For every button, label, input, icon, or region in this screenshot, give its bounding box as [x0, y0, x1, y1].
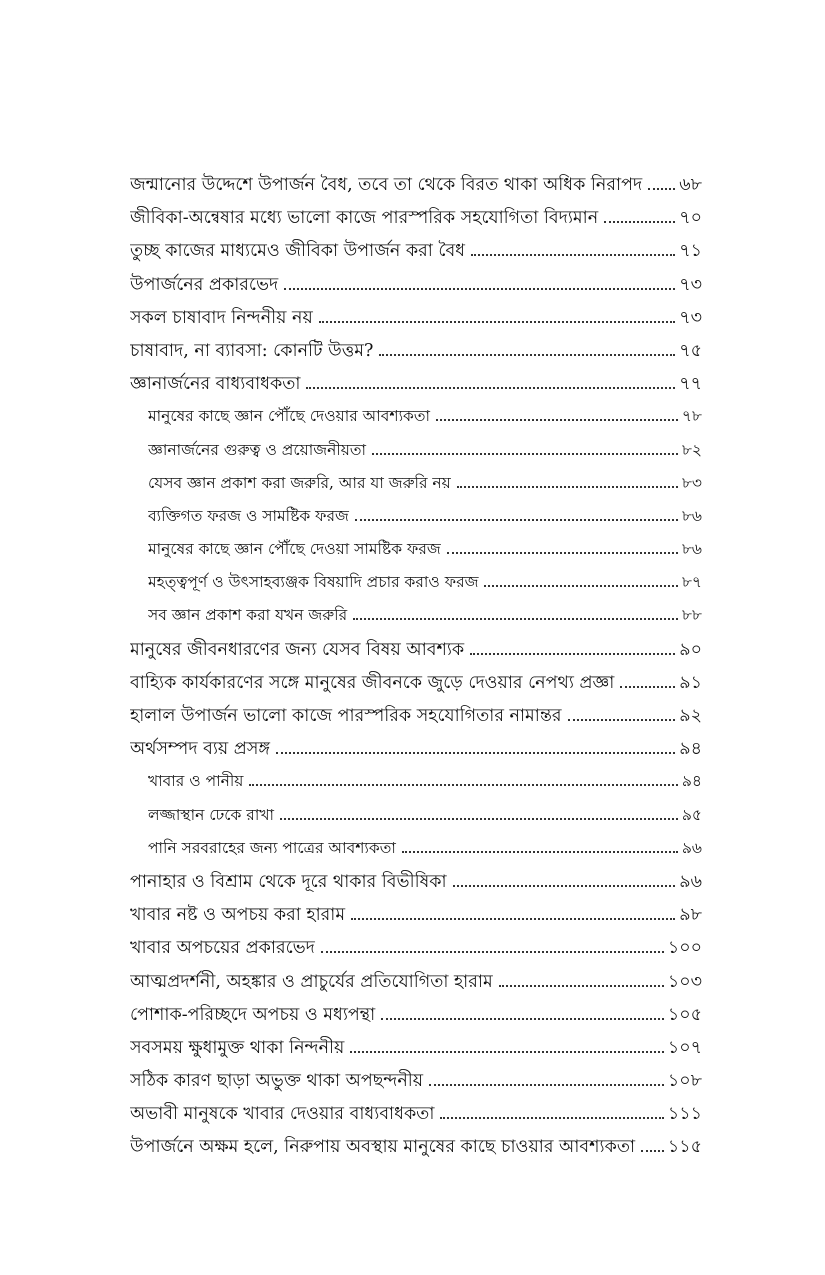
toc-entry-page: ৭০ [679, 208, 702, 229]
toc-entry-title: মানুষের জীবনধারণের জন্য যেসব বিষয় আবশ্যক [130, 639, 465, 660]
dot-leader [641, 1150, 664, 1152]
toc-entry-page: ৮২ [681, 440, 702, 459]
dot-leader [648, 188, 675, 190]
toc-entry-title: উপার্জনে অক্ষম হলে, নিরুপায় অবস্থায় মানুষের কাছে চাওয়ার আবশ্যকতা [130, 1137, 636, 1158]
toc-entry-page: ৮৬ [681, 506, 702, 525]
dot-leader [284, 288, 675, 290]
dot-leader [355, 519, 678, 521]
dot-leader [484, 585, 677, 587]
toc-entry[interactable] [130, 1002, 702, 1035]
toc-entry-page: ৯৫ [681, 805, 702, 824]
dot-leader [372, 453, 678, 455]
toc-entry-page: ৯২ [679, 706, 702, 726]
dot-leader [499, 985, 664, 987]
toc-entry-page: ৯০ [679, 639, 702, 660]
toc-subentry[interactable] [130, 504, 702, 537]
table-of-contents [130, 172, 702, 1168]
toc-entry-title: জ্ঞানার্জনের গুরুত্ব ও প্রয়োজনীয়তা [148, 440, 367, 459]
toc-entry-title: পোশাক-পরিচ্ছদে অপচয় ও মধ্যপন্থা [130, 1004, 376, 1025]
toc-entry-page: ১০৫ [667, 1004, 702, 1025]
toc-entry[interactable] [130, 902, 702, 935]
dot-leader [249, 784, 677, 786]
toc-entry[interactable] [130, 869, 702, 902]
toc-entry-title: পানি সরবরাহের জন্য পাত্রের আবশ্যকতা [148, 838, 396, 857]
toc-entry-page: ৭৩ [679, 307, 702, 328]
dot-leader [319, 321, 675, 323]
toc-entry-title: সব জ্ঞান প্রকাশ করা যখন জরুরি [148, 606, 348, 625]
toc-entry-page: ১০৩ [667, 971, 702, 992]
toc-entry-page: ৭৭ [679, 374, 702, 395]
toc-entry-title: অভাবী মানুষকে খাবার দেওয়ার বাধ্যবাধকতা [130, 1104, 435, 1125]
toc-entry[interactable] [130, 703, 702, 736]
toc-entry-page: ৯৬ [681, 838, 702, 857]
toc-entry[interactable] [130, 1101, 702, 1134]
toc-entry-title: চাষাবাদ, না ব্যাবসা: কোনটি উত্তম? [130, 340, 374, 361]
toc-entry-title: লজ্জাস্থান ঢেকে রাখা [148, 805, 274, 824]
dot-leader [447, 552, 678, 554]
toc-entry[interactable] [130, 670, 702, 703]
toc-entry-page: ৯১ [679, 672, 702, 693]
dot-leader [457, 486, 678, 488]
toc-subentry[interactable] [130, 537, 702, 570]
toc-entry-page: ৮৮ [681, 606, 702, 625]
toc-entry-page: ৯৮ [679, 905, 702, 926]
toc-entry-title: আত্মপ্রদর্শনী, অহঙ্কার ও প্রাচুর্যের প্রতিযোগিতা হারাম [130, 971, 493, 992]
dot-leader [453, 885, 676, 887]
dot-leader [321, 951, 664, 953]
toc-entry-title: ব্যক্তিগত ফরজ ও সামষ্টিক ফরজ [148, 506, 349, 525]
toc-entry-page: ৭৮ [681, 407, 702, 426]
toc-entry-page: ৭১ [679, 241, 702, 262]
toc-entry[interactable] [130, 172, 702, 205]
toc-entry-page: ৭৫ [679, 340, 702, 361]
toc-entry-title: খাবার ও পানীয় [148, 772, 244, 791]
toc-entry-page: ১০৮ [667, 1071, 702, 1092]
toc-entry[interactable] [130, 1035, 702, 1068]
dot-leader [436, 419, 678, 421]
dot-leader [353, 618, 678, 620]
toc-entry-title: যেসব জ্ঞান প্রকাশ করা জরুরি, আর যা জরুরি নয় [148, 473, 451, 492]
toc-entry-title: অর্থসম্পদ ব্যয় প্রসঙ্গ [130, 739, 270, 760]
toc-subentry[interactable] [130, 603, 702, 636]
toc-entry[interactable] [130, 935, 702, 968]
toc-entry-title: জ্ঞানার্জনের বাধ্যবাধকতা [130, 374, 301, 395]
toc-entry[interactable] [130, 338, 702, 371]
toc-entry-page: ৮৬ [681, 540, 702, 559]
dot-leader [402, 851, 678, 853]
dot-leader [620, 686, 675, 688]
dot-leader [280, 818, 678, 820]
toc-entry-page: ৮৭ [681, 573, 702, 592]
toc-subentry[interactable] [130, 438, 702, 471]
toc-entry-title: তুচ্ছ কাজের মাধ্যমেও জীবিকা উপার্জন করা বৈধ [130, 241, 465, 262]
toc-entry-title: হালাল উপার্জন ভালো কাজে পারস্পরিক সহযোগিতার নামান্তর [130, 706, 562, 726]
dot-leader [351, 918, 675, 920]
toc-entry-title: জীবিকা-অন্বেষার মধ্যে ভালো কাজে পারস্পরিক সহযোগিতা বিদ্যমান [130, 208, 599, 229]
toc-entry-title: মানুষের কাছে জ্ঞান পৌঁছে দেওয়ার আবশ্যকতা [148, 407, 431, 426]
toc-entry[interactable] [130, 272, 702, 305]
toc-entry-title: বাহ্যিক কার্যকারণের সঙ্গে মানুষের জীবনকে জুড়ে দেওয়ার নেপথ্য প্রজ্ঞা [130, 672, 615, 693]
toc-entry-title: পানাহার ও বিশ্রাম থেকে দূরে থাকার বিভীষিকা [130, 871, 447, 892]
toc-entry-page: ৭৩ [679, 274, 702, 295]
toc-entry-title: মানুষের কাছে জ্ঞান পৌঁছে দেওয়া সামষ্টিক ফরজ [148, 540, 441, 559]
toc-entry-title: খাবার অপচয়ের প্রকারভেদ [130, 938, 315, 959]
toc-subentry[interactable] [130, 404, 702, 437]
toc-entry-page: ৬৮ [679, 175, 702, 195]
toc-subentry[interactable] [130, 769, 702, 802]
toc-subentry[interactable] [130, 836, 702, 869]
toc-entry-page: ১১১ [667, 1104, 702, 1125]
toc-entry-title: উপার্জনের প্রকারভেদ [130, 274, 279, 295]
toc-entry[interactable] [130, 238, 702, 271]
toc-entry-title: মহত্ত্বপূর্ণ ও উৎসাহব্যঞ্জক বিষয়াদি প্রচার করাও ফরজ [148, 573, 479, 592]
toc-entry-page: ৯৪ [681, 772, 702, 791]
dot-leader [429, 1084, 664, 1086]
dot-leader [381, 1018, 664, 1020]
toc-entry[interactable] [130, 637, 702, 670]
toc-entry[interactable] [130, 736, 702, 769]
dot-leader [350, 1051, 664, 1053]
toc-entry-page: ১১৫ [667, 1137, 702, 1158]
toc-entry-title: জন্মানোর উদ্দেশে উপার্জন বৈধ, তবে তা থেকে বিরত থাকা অধিক নিরাপদ [130, 175, 643, 195]
toc-entry-page: ৯৪ [679, 739, 702, 760]
toc-entry-title: খাবার নষ্ট ও অপচয় করা হারাম [130, 905, 346, 926]
toc-entry-page: ৯৬ [679, 871, 702, 892]
dot-leader [306, 387, 675, 389]
toc-entry[interactable] [130, 305, 702, 338]
toc-entry-page: ৮৩ [681, 473, 702, 492]
dot-leader [604, 221, 675, 223]
dot-leader [276, 752, 675, 754]
toc-entry[interactable] [130, 205, 702, 238]
toc-entry[interactable] [130, 1068, 702, 1101]
toc-entry-title: সঠিক কারণ ছাড়া অভুক্ত থাকা অপছন্দনীয় [130, 1071, 424, 1092]
toc-entry-page: ১০৭ [667, 1037, 702, 1058]
toc-entry-title: সবসময় ক্ষুধামুক্ত থাকা নিন্দনীয় [130, 1037, 345, 1058]
dot-leader [470, 653, 675, 655]
dot-leader [379, 354, 675, 356]
toc-entry[interactable] [130, 1134, 702, 1167]
dot-leader [440, 1117, 664, 1119]
toc-entry-title: সকল চাষাবাদ নিন্দনীয় নয় [130, 307, 313, 328]
dot-leader [568, 719, 676, 721]
toc-entry-page: ১০০ [667, 938, 702, 959]
dot-leader [471, 254, 675, 256]
toc-entry[interactable] [130, 969, 702, 1002]
toc-entry[interactable] [130, 371, 702, 404]
toc-subentry[interactable] [130, 803, 702, 836]
toc-subentry[interactable] [130, 570, 702, 603]
toc-subentry[interactable] [130, 471, 702, 504]
